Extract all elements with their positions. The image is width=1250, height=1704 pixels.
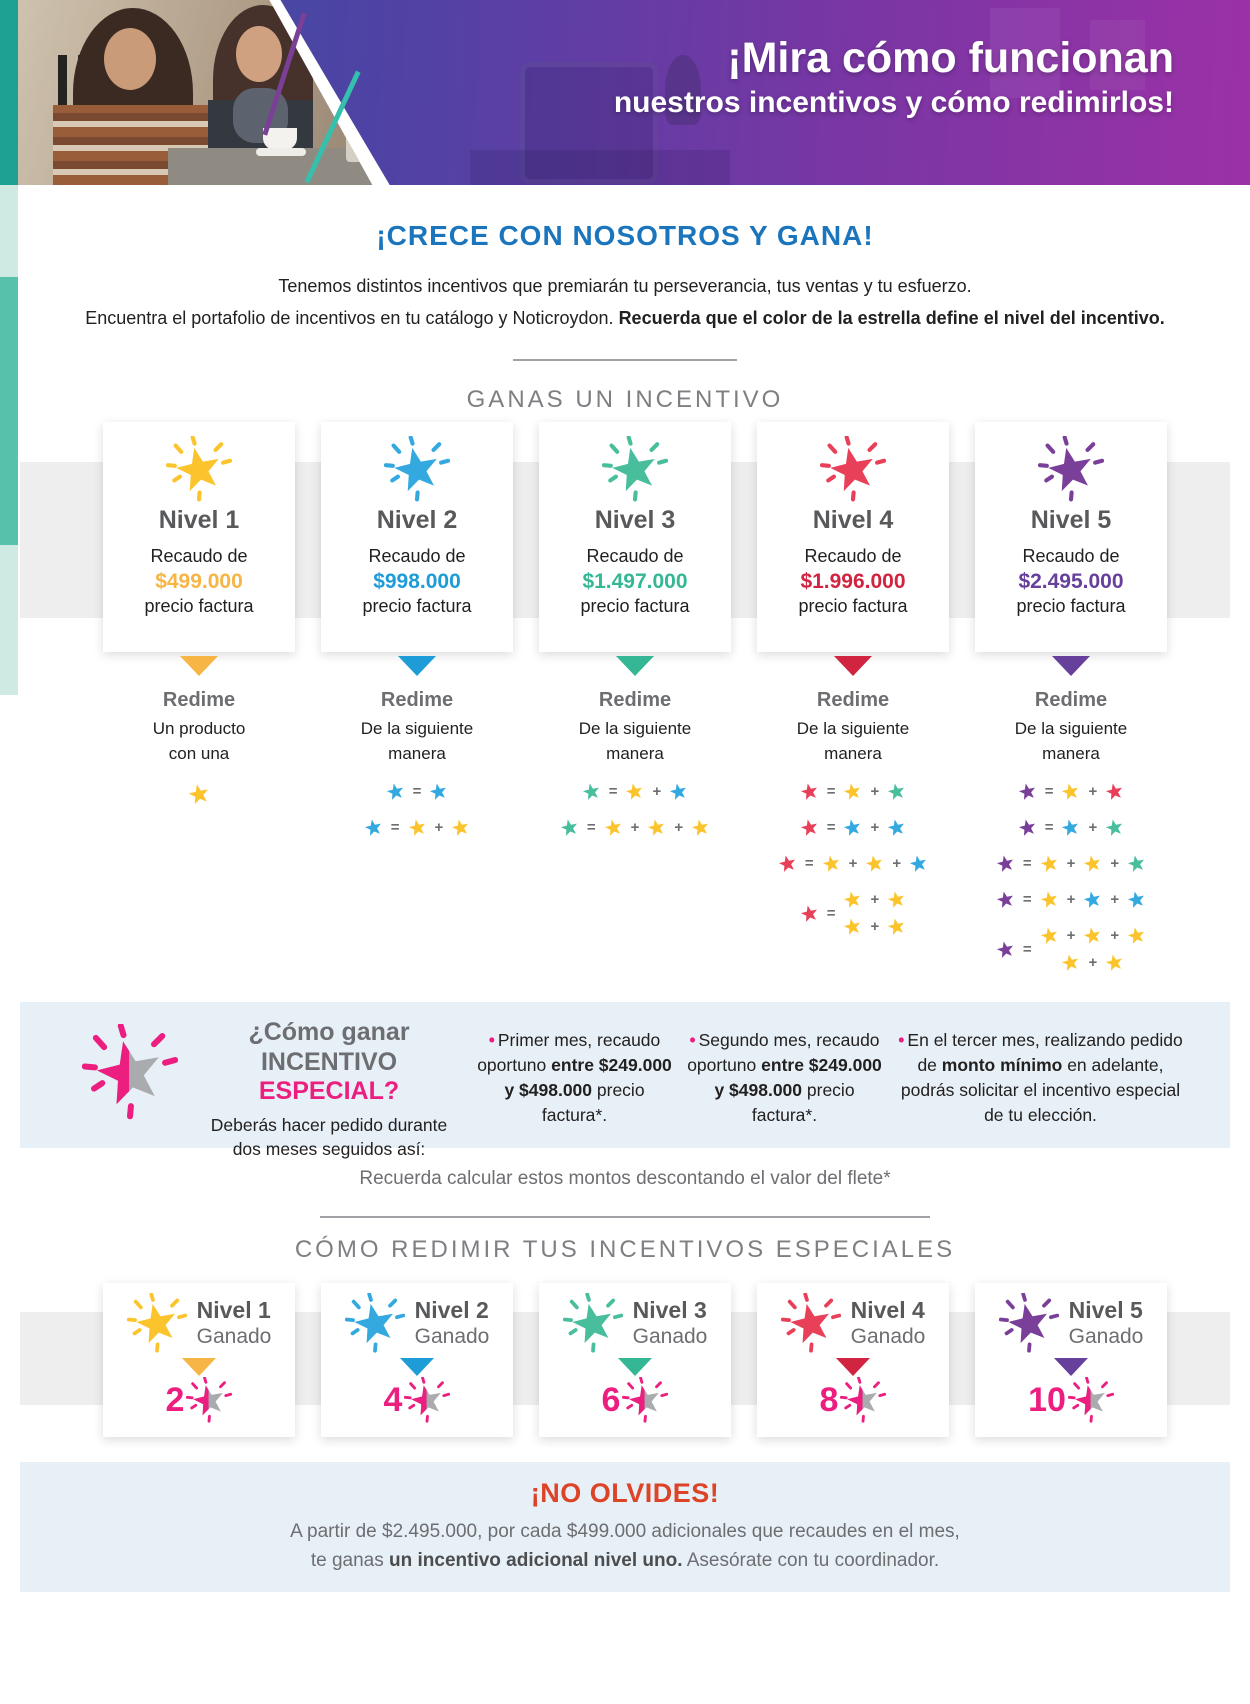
level-star-icon — [1038, 436, 1104, 502]
no-olvides-body — [20, 1517, 1230, 1576]
no-olvides-band — [20, 1462, 1230, 1592]
plus-sign: + — [1066, 891, 1076, 909]
precio-label: precio factura — [144, 596, 254, 616]
plus-sign: + — [870, 891, 880, 909]
equation-row — [1015, 815, 1128, 840]
redimir-section-heading: CÓMO REDIMIR TUS INCENTIVOS ESPECIALES — [294, 1236, 956, 1263]
redime-label: Redime — [380, 689, 454, 711]
special-question-pink: ESPECIAL? — [258, 1077, 400, 1105]
level-star-icon — [884, 815, 909, 840]
special-redeem-card — [975, 1283, 1167, 1437]
special-star-count: 4 — [383, 1380, 403, 1419]
no-olvides-line2-post: Asesórate con tu coordinador. — [682, 1550, 940, 1572]
level-star-icon — [384, 436, 450, 502]
level-star-icon — [666, 779, 691, 804]
equals-sign: = — [1022, 891, 1032, 909]
plus-sign: + — [652, 783, 662, 801]
special-redeem-card — [539, 1283, 731, 1437]
level-star-icon — [820, 436, 886, 502]
level-star-icon — [840, 914, 865, 939]
equation-multiline — [1037, 923, 1150, 975]
header-title-line2: nuestros incentivos y cómo redimirlos! — [613, 86, 1174, 120]
redime-label: Redime — [816, 689, 890, 711]
plus-sign: + — [434, 819, 444, 837]
equation-row — [797, 779, 910, 804]
equals-sign: = — [412, 783, 422, 801]
no-olvides-line2 — [20, 1546, 1230, 1575]
equals-sign: = — [390, 819, 400, 837]
special-question-line2 — [198, 1048, 460, 1107]
special-star-count: 8 — [819, 1380, 839, 1419]
recaudo-label: Recaudo de — [1022, 546, 1120, 566]
level-star-icon — [1037, 923, 1062, 948]
level-star-icon — [840, 779, 865, 804]
intro-line2 — [0, 302, 1250, 334]
level-amount: $1.497.000 — [582, 570, 688, 593]
level-star-icon — [644, 815, 669, 840]
arrow-down-icon — [400, 1358, 434, 1376]
level-name: Nivel 3 — [632, 1297, 707, 1323]
level-star-icon — [999, 1293, 1059, 1353]
level-star-icon — [563, 1293, 623, 1353]
special-redeem-cards-row — [103, 1283, 1167, 1437]
no-olvides-title: ¡NO OLVIDES! — [530, 1478, 720, 1508]
redime-description: De la siguiente manera — [796, 719, 910, 763]
equals-sign: = — [608, 783, 618, 801]
cabinet-silhouette — [470, 150, 730, 185]
plus-sign: + — [870, 783, 880, 801]
equals-sign: = — [1022, 940, 1032, 958]
special-star-icon — [1068, 1377, 1114, 1423]
level-name: Nivel 2 — [376, 506, 458, 534]
special-star-count: 2 — [165, 1380, 185, 1419]
level-star-icon — [1102, 950, 1127, 975]
level-star-icon — [1080, 923, 1105, 948]
plus-sign: + — [870, 819, 880, 837]
equation-row — [184, 779, 214, 809]
special-redeem-card — [321, 1283, 513, 1437]
redeem-column — [975, 656, 1167, 975]
arrow-down-icon — [180, 656, 218, 676]
equals-sign: = — [804, 855, 814, 873]
recaudo-label: Recaudo de — [804, 546, 902, 566]
arrow-down-icon — [182, 1358, 216, 1376]
special-bullet-3 — [898, 1028, 1183, 1127]
equals-sign: = — [826, 904, 836, 922]
no-olvides-line2-bold: un incentivo adicional nivel uno. — [389, 1550, 683, 1572]
intro-line2-normal: Encuentra el portafolio de incentivos en tu catálogo y Noticroydon. — [85, 308, 619, 328]
equations — [361, 779, 474, 840]
level-name: Nivel 4 — [850, 1297, 925, 1323]
plus-sign: + — [674, 819, 684, 837]
redeem-column — [757, 656, 949, 975]
redime-label: Redime — [162, 689, 236, 711]
bullet-text: precio factura*. — [541, 1079, 645, 1125]
level-name: Nivel 1 — [196, 1297, 271, 1323]
equation-multiline — [840, 887, 909, 939]
level-star-icon — [1124, 887, 1149, 912]
special-bullet-1 — [472, 1028, 677, 1127]
ganado-label: Ganado — [414, 1325, 490, 1348]
arrow-down-icon — [834, 656, 872, 676]
level-card — [757, 422, 949, 652]
level-star-icon — [884, 779, 909, 804]
woman-face-shape — [236, 26, 282, 82]
level-star-icon — [602, 436, 668, 502]
level-star-icon — [1080, 851, 1105, 876]
level-name: Nivel 4 — [812, 506, 894, 534]
level-star-icon — [993, 851, 1018, 876]
bullet-text-bold: entre $249.000 y $498.000 — [504, 1054, 672, 1100]
level-star-icon — [426, 779, 451, 804]
special-star-icon — [622, 1377, 668, 1423]
level-star-icon — [184, 779, 214, 809]
equals-sign: = — [1022, 855, 1032, 873]
bullet-text-bold: entre $249.000 y $498.000 — [714, 1054, 882, 1100]
plus-sign: + — [1110, 891, 1120, 909]
bullet-text-bold: monto mínimo — [941, 1054, 1063, 1075]
redime-description: De la siguiente manera — [1014, 719, 1128, 763]
level-name: Nivel 5 — [1068, 1297, 1143, 1323]
redime-description: De la siguiente manera — [360, 719, 474, 763]
level-star-icon — [797, 779, 822, 804]
special-incentive-band — [20, 1002, 1230, 1159]
equation-row — [775, 851, 931, 876]
special-question — [198, 1018, 460, 1107]
bullet-text: En el tercer mes, realizando pedido de — [907, 1030, 1183, 1075]
level-star-icon — [1037, 887, 1062, 912]
level-star-icon — [775, 851, 800, 876]
equation-row — [557, 815, 713, 840]
equations — [557, 779, 713, 840]
level-name: Nivel 2 — [414, 1297, 489, 1323]
equations — [775, 779, 931, 939]
header-title-line1: ¡Mira cómo funcionan — [727, 34, 1174, 82]
plus-sign: + — [1088, 954, 1098, 972]
plus-sign: + — [1066, 855, 1076, 873]
special-redeem-card — [757, 1283, 949, 1437]
recaudo-label: Recaudo de — [586, 546, 684, 566]
special-bullet-2 — [682, 1028, 887, 1127]
header-banner — [0, 0, 1250, 185]
plus-sign: + — [848, 855, 858, 873]
level-star-icon — [1058, 950, 1083, 975]
equation-row — [993, 887, 1149, 912]
arrow-down-icon — [1054, 1358, 1088, 1376]
arrow-down-icon — [398, 656, 436, 676]
side-stripe-dark-teal — [0, 0, 18, 185]
level-amount: $1.996.000 — [800, 570, 906, 593]
special-question-normal: INCENTIVO — [260, 1047, 398, 1076]
special-heading — [198, 1018, 460, 1162]
plus-sign: + — [1088, 819, 1098, 837]
level-name: Nivel 1 — [158, 506, 240, 534]
plus-sign: + — [1066, 927, 1076, 945]
level-star-icon — [797, 815, 822, 840]
equation-row — [993, 851, 1149, 876]
equals-sign: = — [586, 819, 596, 837]
level-star-icon — [993, 937, 1018, 962]
level-star-icon — [1124, 923, 1149, 948]
ganado-label: Ganado — [850, 1325, 926, 1348]
ganado-label: Ganado — [1068, 1325, 1144, 1348]
level-amount: $998.000 — [373, 570, 461, 593]
plus-sign: + — [630, 819, 640, 837]
ganas-section-heading: GANAS UN INCENTIVO — [466, 386, 784, 413]
level-star-icon — [840, 815, 865, 840]
level-star-icon — [1102, 815, 1127, 840]
level-star-icon — [345, 1293, 405, 1353]
header-title — [614, 34, 1174, 124]
flete-note: Recuerda calcular estos montos descontando el valor del flete* — [359, 1168, 891, 1189]
level-star-icon — [579, 779, 604, 804]
level-star-icon — [1058, 779, 1083, 804]
level-star-icon — [1058, 815, 1083, 840]
level-star-icon — [688, 815, 713, 840]
level-star-icon — [1037, 851, 1062, 876]
plus-sign: + — [1110, 927, 1120, 945]
saucer-shape — [256, 148, 306, 156]
equation-row — [579, 779, 692, 804]
recaudo-label: Recaudo de — [368, 546, 466, 566]
special-star-count: 10 — [1028, 1380, 1066, 1419]
intro-line2-bold: Recuerda que el color de la estrella define el nivel del incentivo. — [618, 308, 1165, 328]
plus-sign: + — [1110, 855, 1120, 873]
level-card — [539, 422, 731, 652]
ganado-label: Ganado — [196, 1325, 272, 1348]
level-star-icon — [557, 815, 582, 840]
level-card — [975, 422, 1167, 652]
level-star-icon — [884, 914, 909, 939]
arrow-down-icon — [616, 656, 654, 676]
redeem-column — [539, 656, 731, 975]
special-redeem-card — [103, 1283, 295, 1437]
special-star-icon — [186, 1377, 232, 1423]
level-star-icon — [405, 815, 430, 840]
level-amount: $499.000 — [155, 570, 243, 593]
no-olvides-line2-pre: te ganas — [310, 1550, 389, 1572]
bullet-dot: • — [898, 1030, 905, 1050]
equation-row — [1015, 779, 1128, 804]
equation-row — [797, 815, 910, 840]
level-card — [321, 422, 513, 652]
level-star-icon — [1015, 815, 1040, 840]
level-star-icon — [601, 815, 626, 840]
level-star-icon — [884, 887, 909, 912]
intro-paragraph — [0, 270, 1250, 334]
equations — [184, 779, 214, 809]
special-star-icon — [82, 1024, 178, 1125]
side-stripe-mint — [0, 545, 18, 695]
level-star-icon — [1015, 779, 1040, 804]
special-star-count: 6 — [601, 1380, 621, 1419]
woman-face-shape — [104, 28, 156, 90]
special-star-icon — [840, 1377, 886, 1423]
level-star-icon — [166, 436, 232, 502]
plus-sign: + — [870, 918, 880, 936]
level-name: Nivel 3 — [594, 506, 676, 534]
plus-sign: + — [892, 855, 902, 873]
level-star-icon — [1124, 851, 1149, 876]
equals-sign: = — [1044, 819, 1054, 837]
arrow-down-icon — [618, 1358, 652, 1376]
level-star-icon — [840, 887, 865, 912]
section-divider — [513, 359, 737, 361]
redeem-columns-row — [103, 656, 1167, 975]
bullet-text: precio factura*. — [751, 1079, 855, 1125]
arrow-down-icon — [836, 1358, 870, 1376]
level-star-icon — [361, 815, 386, 840]
equation-row — [383, 779, 452, 804]
redime-description: De la siguiente manera — [578, 719, 692, 763]
level-card — [103, 422, 295, 652]
level-cards-row — [103, 422, 1167, 652]
level-star-icon — [383, 779, 408, 804]
equals-sign: = — [826, 783, 836, 801]
intro-line1: Tenemos distintos incentivos que premiarán tu perseverancia, tus ventas y tu esfuerzo. — [278, 276, 972, 296]
equals-sign: = — [826, 819, 836, 837]
level-star-icon — [819, 851, 844, 876]
precio-label: precio factura — [1016, 596, 1126, 616]
plus-sign: + — [1088, 783, 1098, 801]
no-olvides-line1: A partir de $2.495.000, por cada $499.000 adicionales que recaudes en el mes, — [290, 1521, 960, 1542]
ganado-label: Ganado — [632, 1325, 708, 1348]
level-star-icon — [781, 1293, 841, 1353]
level-star-icon — [1080, 887, 1105, 912]
level-name: Nivel 5 — [1030, 506, 1112, 534]
bullet-text: Segundo mes, recaudo oportuno — [687, 1030, 880, 1075]
redime-label: Redime — [1034, 689, 1108, 711]
redime-description: Un producto con una — [152, 719, 246, 763]
level-star-icon — [862, 851, 887, 876]
special-question-line1: ¿Cómo ganar — [248, 1018, 410, 1046]
equation-row — [797, 887, 910, 939]
special-subtext: Deberás hacer pedido durante dos meses seguidos así: — [210, 1114, 448, 1159]
level-star-icon — [797, 901, 822, 926]
level-star-icon — [993, 887, 1018, 912]
bullet-dot: • — [488, 1030, 495, 1050]
precio-label: precio factura — [798, 596, 908, 616]
precio-label: precio factura — [580, 596, 690, 616]
bullet-text: Primer mes, recaudo oportuno — [477, 1030, 661, 1075]
equals-sign: = — [1044, 783, 1054, 801]
level-star-icon — [448, 815, 473, 840]
section-divider — [320, 1216, 930, 1218]
recaudo-label: Recaudo de — [150, 546, 248, 566]
crece-heading: ¡CRECE CON NOSOTROS Y GANA! — [376, 220, 874, 251]
level-star-icon — [622, 779, 647, 804]
special-star-icon — [404, 1377, 450, 1423]
level-star-icon — [1102, 779, 1127, 804]
level-amount: $2.495.000 — [1018, 570, 1124, 593]
arrow-down-icon — [1052, 656, 1090, 676]
precio-label: precio factura — [362, 596, 472, 616]
bullet-dot: • — [689, 1030, 696, 1050]
redeem-column — [103, 656, 295, 975]
level-star-icon — [906, 851, 931, 876]
level-star-icon — [127, 1293, 187, 1353]
redeem-column — [321, 656, 513, 975]
equation-row — [993, 923, 1149, 975]
equations — [993, 779, 1149, 975]
equation-row — [361, 815, 474, 840]
redime-label: Redime — [598, 689, 672, 711]
bullet-text: en adelante, podrás solicitar el incentivo especial de tu elección. — [900, 1054, 1181, 1125]
